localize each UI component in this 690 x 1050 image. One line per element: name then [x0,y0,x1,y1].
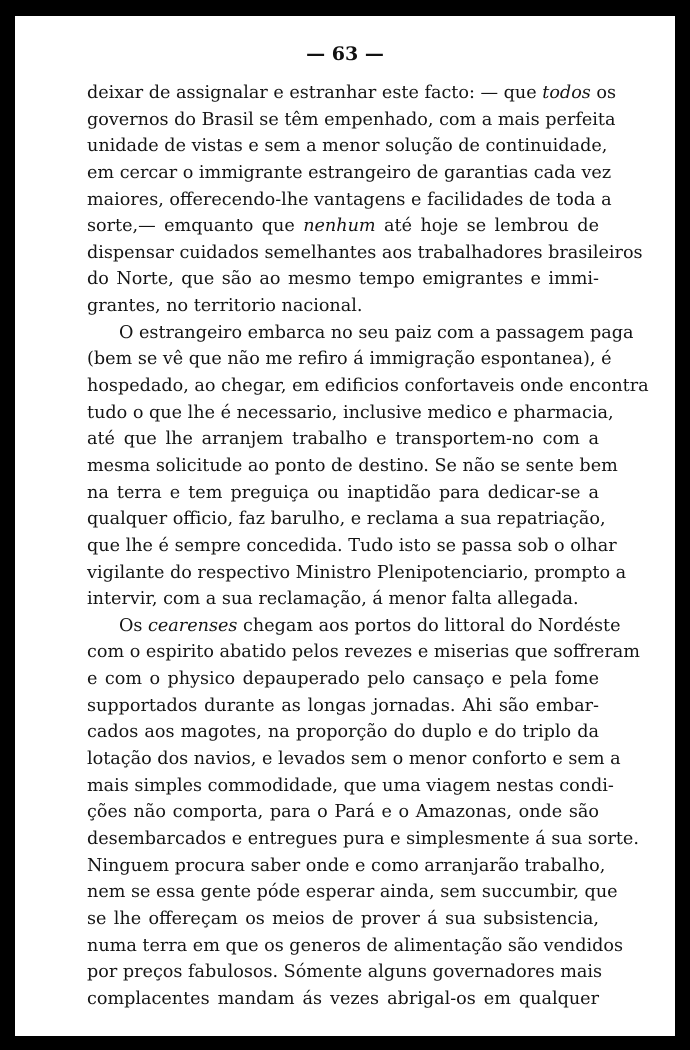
text-segment: que lhe é sempre concedida. Tudo isto se passa sob o olhar [87,535,617,556]
text-segment: complacentes mandam ás vezes abrigal-os em qualquer [87,988,599,1009]
text-segment: lotação dos navios, e levados sem o menor conforto e sem a [87,749,621,770]
book-page [15,16,675,1036]
text-line [87,826,639,853]
text-segment: do Norte, que são ao mesmo tempo emigrantes e immi- [87,269,599,290]
text-segment: dispensar cuidados semelhantes aos trabalhadores brasileiros [87,242,643,263]
text-segment: se lhe offereçam os meios de prover á sua subsistencia, [87,908,599,929]
text-line [87,213,599,240]
text-line [87,906,599,933]
text-segment: supportados durante as longas jornadas. Ahi são embar- [87,695,599,716]
text-segment: chegam aos portos do littoral do Nordéste [237,615,621,636]
text-segment: qualquer officio, faz barulho, e reclama a sua repatriação, [87,509,606,530]
text-line [87,400,614,427]
text-line [87,746,621,773]
text-segment: mais simples commodidade, que uma viagem nestas condi- [87,775,614,796]
text-segment: Ninguem procura saber onde e como arranjarão trabalho, [87,855,606,876]
text-segment: vigilante do respectivo Ministro Plenipotenciario, prompto a [87,562,627,583]
text-segment: com o espirito abatido pelos revezes e miserias que soffreram [87,642,640,663]
text-segment: nem se essa gente póde esperar ainda, sem succumbir, que [87,882,618,903]
text-line [87,187,612,214]
text-segment: os [590,83,617,103]
text-line [87,107,616,134]
text-segment: ções não comporta, para o Pará e o Amazonas, onde são [87,802,599,823]
text-segment: desembarcados e entregues pura e simplesmente á sua sorte. [87,828,639,849]
text-line [87,240,643,267]
text-line [87,586,599,613]
text-segment: na terra e tem preguiça ou inaptidão para dedicar-se a [87,482,599,503]
italic-word: todos [542,83,591,103]
text-line [87,933,624,960]
text-segment: hospedado, ao chegar, em edificios confortaveis onde encontra [87,376,649,397]
text-segment: intervir, com a sua reclamação, á menor falta allegada. [87,589,579,610]
text-line [87,853,606,880]
text-segment: e com o physico depauperado pelo cansaço e pela fome [87,669,599,690]
text-line [87,560,627,587]
text-line [87,719,599,746]
text-line [87,879,618,906]
text-segment: por preços fabulosos. Sómente alguns governadores mais [87,962,603,983]
text-segment: mesma solicitude ao ponto de destino. Se não se sente bem [87,455,618,476]
text-line [87,959,603,986]
text-line [87,480,599,507]
text-line [87,533,617,560]
text-segment: maiores, offerecendo-lhe vantagens e facilidades de toda a [87,189,612,210]
text-segment: sorte,— emquanto que [87,216,304,237]
text-segment: (bem se vê que não me refiro á immigração espontanea), é [87,349,612,370]
text-line [87,320,634,347]
text-line [87,986,599,1013]
text-segment: grantes, no territorio nacional. [87,296,363,317]
text-line [87,266,599,293]
text-segment: unidade de vistas e sem a menor solução de continuidade, [87,136,608,157]
text-line [87,773,614,800]
page-number-header: — 63 — [306,43,384,65]
text-segment: tudo o que lhe é necessario, inclusive medico e pharmacia, [87,402,614,423]
text-line [87,799,599,826]
text-line [87,426,599,453]
text-segment: Os [119,615,149,636]
text-segment: numa terra em que os generos de alimentação são vendidos [87,935,624,956]
text-segment: até que lhe arranjem trabalho e transportem-no com a [87,429,599,450]
text-line [87,293,599,320]
text-line [87,133,608,160]
text-line [87,346,612,373]
text-line [87,453,618,480]
text-line [87,506,606,533]
text-line [87,693,599,720]
italic-word: cearenses [148,615,238,636]
text-line [87,160,612,187]
text-segment: em cercar o immigrante estrangeiro de garantias cada vez [87,162,612,183]
text-line [87,613,621,640]
body-text [87,80,649,1012]
text-segment: deixar de assignalar e estranhar este facto: — que [87,83,543,103]
text-line [87,373,649,400]
text-segment: O estrangeiro embarca no seu paiz com a passagem paga [119,322,634,343]
text-line [87,639,640,666]
text-segment: governos do Brasil se têm empenhado, com a mais perfeita [87,109,616,130]
text-segment: cados aos magotes, na proporção do duplo e do triplo da [87,722,599,743]
text-line [87,666,599,693]
italic-word: nenhum [303,216,376,237]
text-line [87,80,617,107]
text-segment: até hoje se lembrou de [375,216,599,237]
